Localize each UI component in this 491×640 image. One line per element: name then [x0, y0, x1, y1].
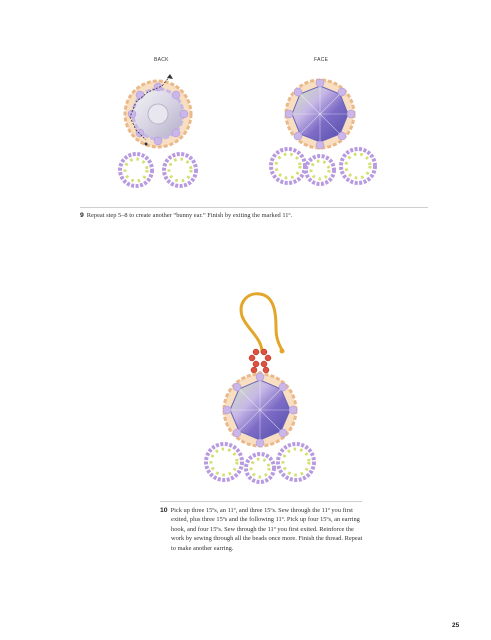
rule-step10: [160, 501, 362, 502]
top-illustration: [100, 62, 400, 202]
step9-text: Repeat step 5–8 to create another “bunny ear.” Finish by exiting the marked 11º.: [86, 212, 293, 219]
back-right-loop: [164, 154, 196, 186]
step10-text: Pick up three 15ºs, an 11º, and three 15ºs. Sew through the 11º you first exited, plus three 15ºs and the following 11º. Pick up four 15ºs, an earring hook, and four 15ºs. Sew through the 11º you first exited. Reinforce the work by sewing through all the beads once more. Finish the thread. Repeat to make another earring.: [170, 507, 363, 552]
label-back: BACK: [154, 57, 169, 63]
face-left-loop: [271, 149, 305, 183]
label-face: FACE: [314, 57, 329, 63]
earring-left-loop: [206, 444, 242, 480]
back-beadwork: [125, 74, 191, 147]
earring-illustration: [190, 288, 330, 490]
step10-number: 10: [160, 507, 168, 514]
face-center-loop: [306, 156, 334, 184]
earring-right-loop: [278, 444, 314, 480]
earring-hook: [241, 294, 284, 354]
face-beadwork: [285, 79, 355, 149]
earring-beadwork: [223, 373, 297, 447]
page-number: 25: [452, 622, 460, 629]
back-left-loop: [120, 154, 152, 186]
step10-block: [160, 506, 368, 553]
rule-step9: [80, 207, 428, 208]
earring-center-loop: [246, 454, 274, 482]
face-right-loop: [341, 149, 375, 183]
hook-loop-beads: [249, 349, 271, 377]
step9-number: 9: [80, 212, 84, 219]
step9-block: [80, 211, 430, 220]
